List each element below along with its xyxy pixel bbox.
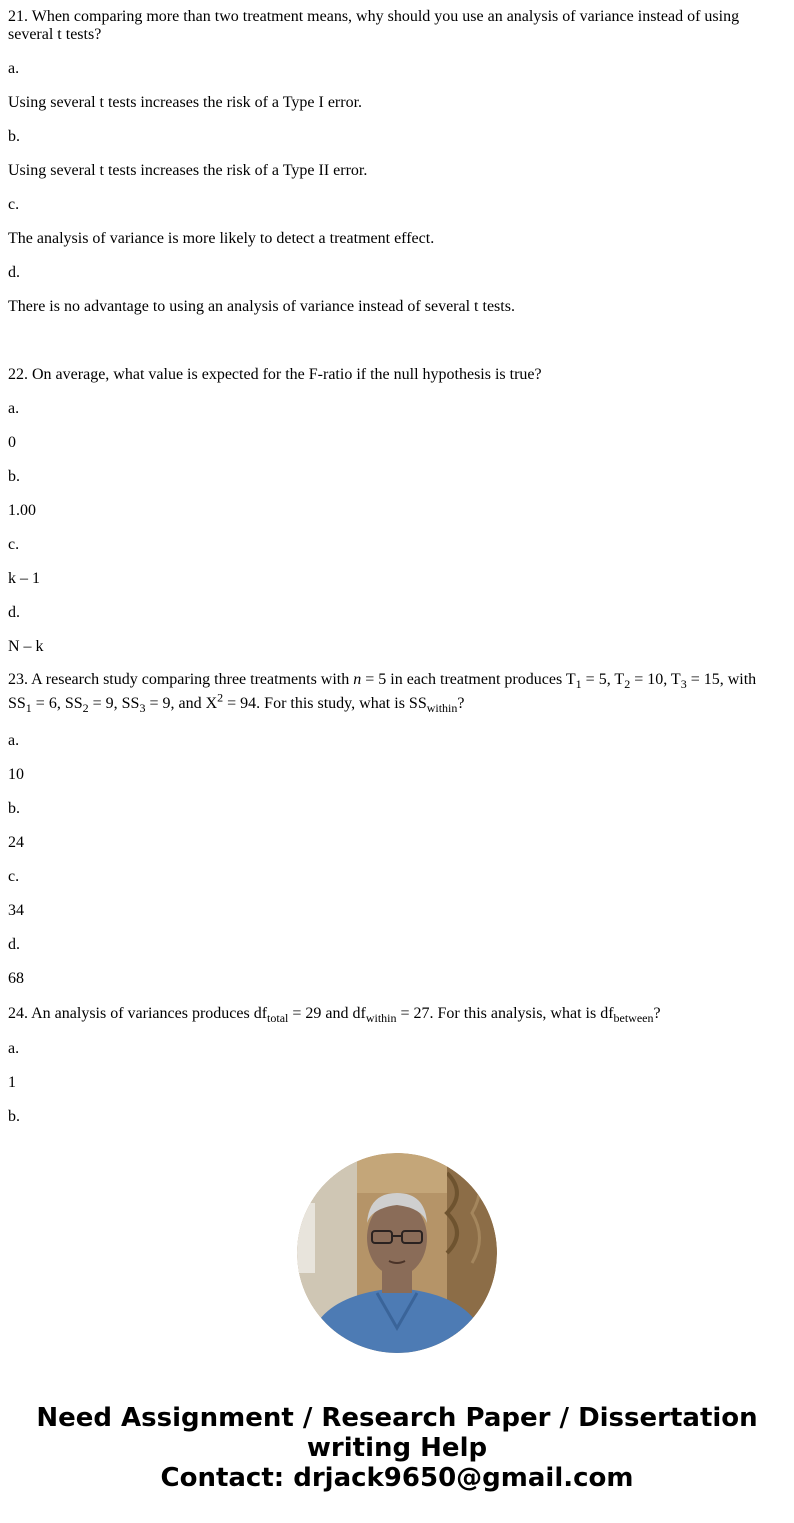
option-letter: d. xyxy=(8,936,20,953)
question-24: 24. An analysis of variances produces $df_{total} = 29$ and $df_{within} = 27$. For this analysis, what is $df_{between}$? xyxy=(8,1005,661,1026)
option-text: 1.00 xyxy=(8,502,36,519)
option-text: There is no advantage to using an analysis of variance instead of several t tests. xyxy=(8,298,515,315)
contact-line: Contact: drjack9650@gmail.com xyxy=(160,1463,634,1493)
option-letter: b. xyxy=(8,128,20,145)
option-text: Using several t tests increases the risk of a Type II error. xyxy=(8,162,368,179)
person-portrait-icon xyxy=(297,1153,497,1353)
question-22: 22. On average, what value is expected for the F-ratio if the null hypothesis is true? xyxy=(8,366,542,383)
question-23: 23. A research study comparing three treatments with n = 5 in each treatment produces $T_1 = 5$, $T_2 = 10$, $T_3 = 15$, with $SS_1 = 6$, $SS_2 = 9$, $SS_3 = 9$, and $X^2 = 94$. For this study, what is $SS_{within}$? xyxy=(8,671,757,716)
question-21: 21. When comparing more than two treatment means, why should you use an analysis of variance instead of using several t tests? xyxy=(8,8,740,43)
option-text: 34 xyxy=(8,902,24,919)
option-letter: b. xyxy=(8,1108,20,1123)
option-letter: c. xyxy=(8,868,20,885)
promo-line-1: Need Assignment / Research Paper / Dissertation xyxy=(36,1403,758,1433)
option-text: Using several t tests increases the risk of a Type I error. xyxy=(8,94,363,111)
option-letter: d. xyxy=(8,604,20,621)
option-letter: a. xyxy=(8,400,20,417)
option-letter: d. xyxy=(8,264,20,281)
option-text: 1 xyxy=(8,1074,16,1091)
option-letter: a. xyxy=(8,1040,20,1057)
option-text: N – k xyxy=(8,638,44,655)
option-letter: c. xyxy=(8,536,20,553)
option-letter: a. xyxy=(8,732,20,749)
option-text: k – 1 xyxy=(8,570,40,587)
avatar xyxy=(297,1153,497,1353)
option-letter: a. xyxy=(8,60,20,77)
option-text: 0 xyxy=(8,434,16,451)
option-letter: b. xyxy=(8,468,20,485)
document-body xyxy=(8,0,778,1123)
option-text: The analysis of variance is more likely to detect a treatment effect. xyxy=(8,230,435,247)
option-letter: c. xyxy=(8,196,20,213)
option-text: 68 xyxy=(8,970,24,987)
option-letter: b. xyxy=(8,800,20,817)
option-text: 24 xyxy=(8,834,24,851)
promo-footer xyxy=(0,1403,794,1493)
promo-line-2: writing Help xyxy=(306,1433,488,1463)
spacer xyxy=(8,316,778,350)
option-text: 10 xyxy=(8,766,24,783)
